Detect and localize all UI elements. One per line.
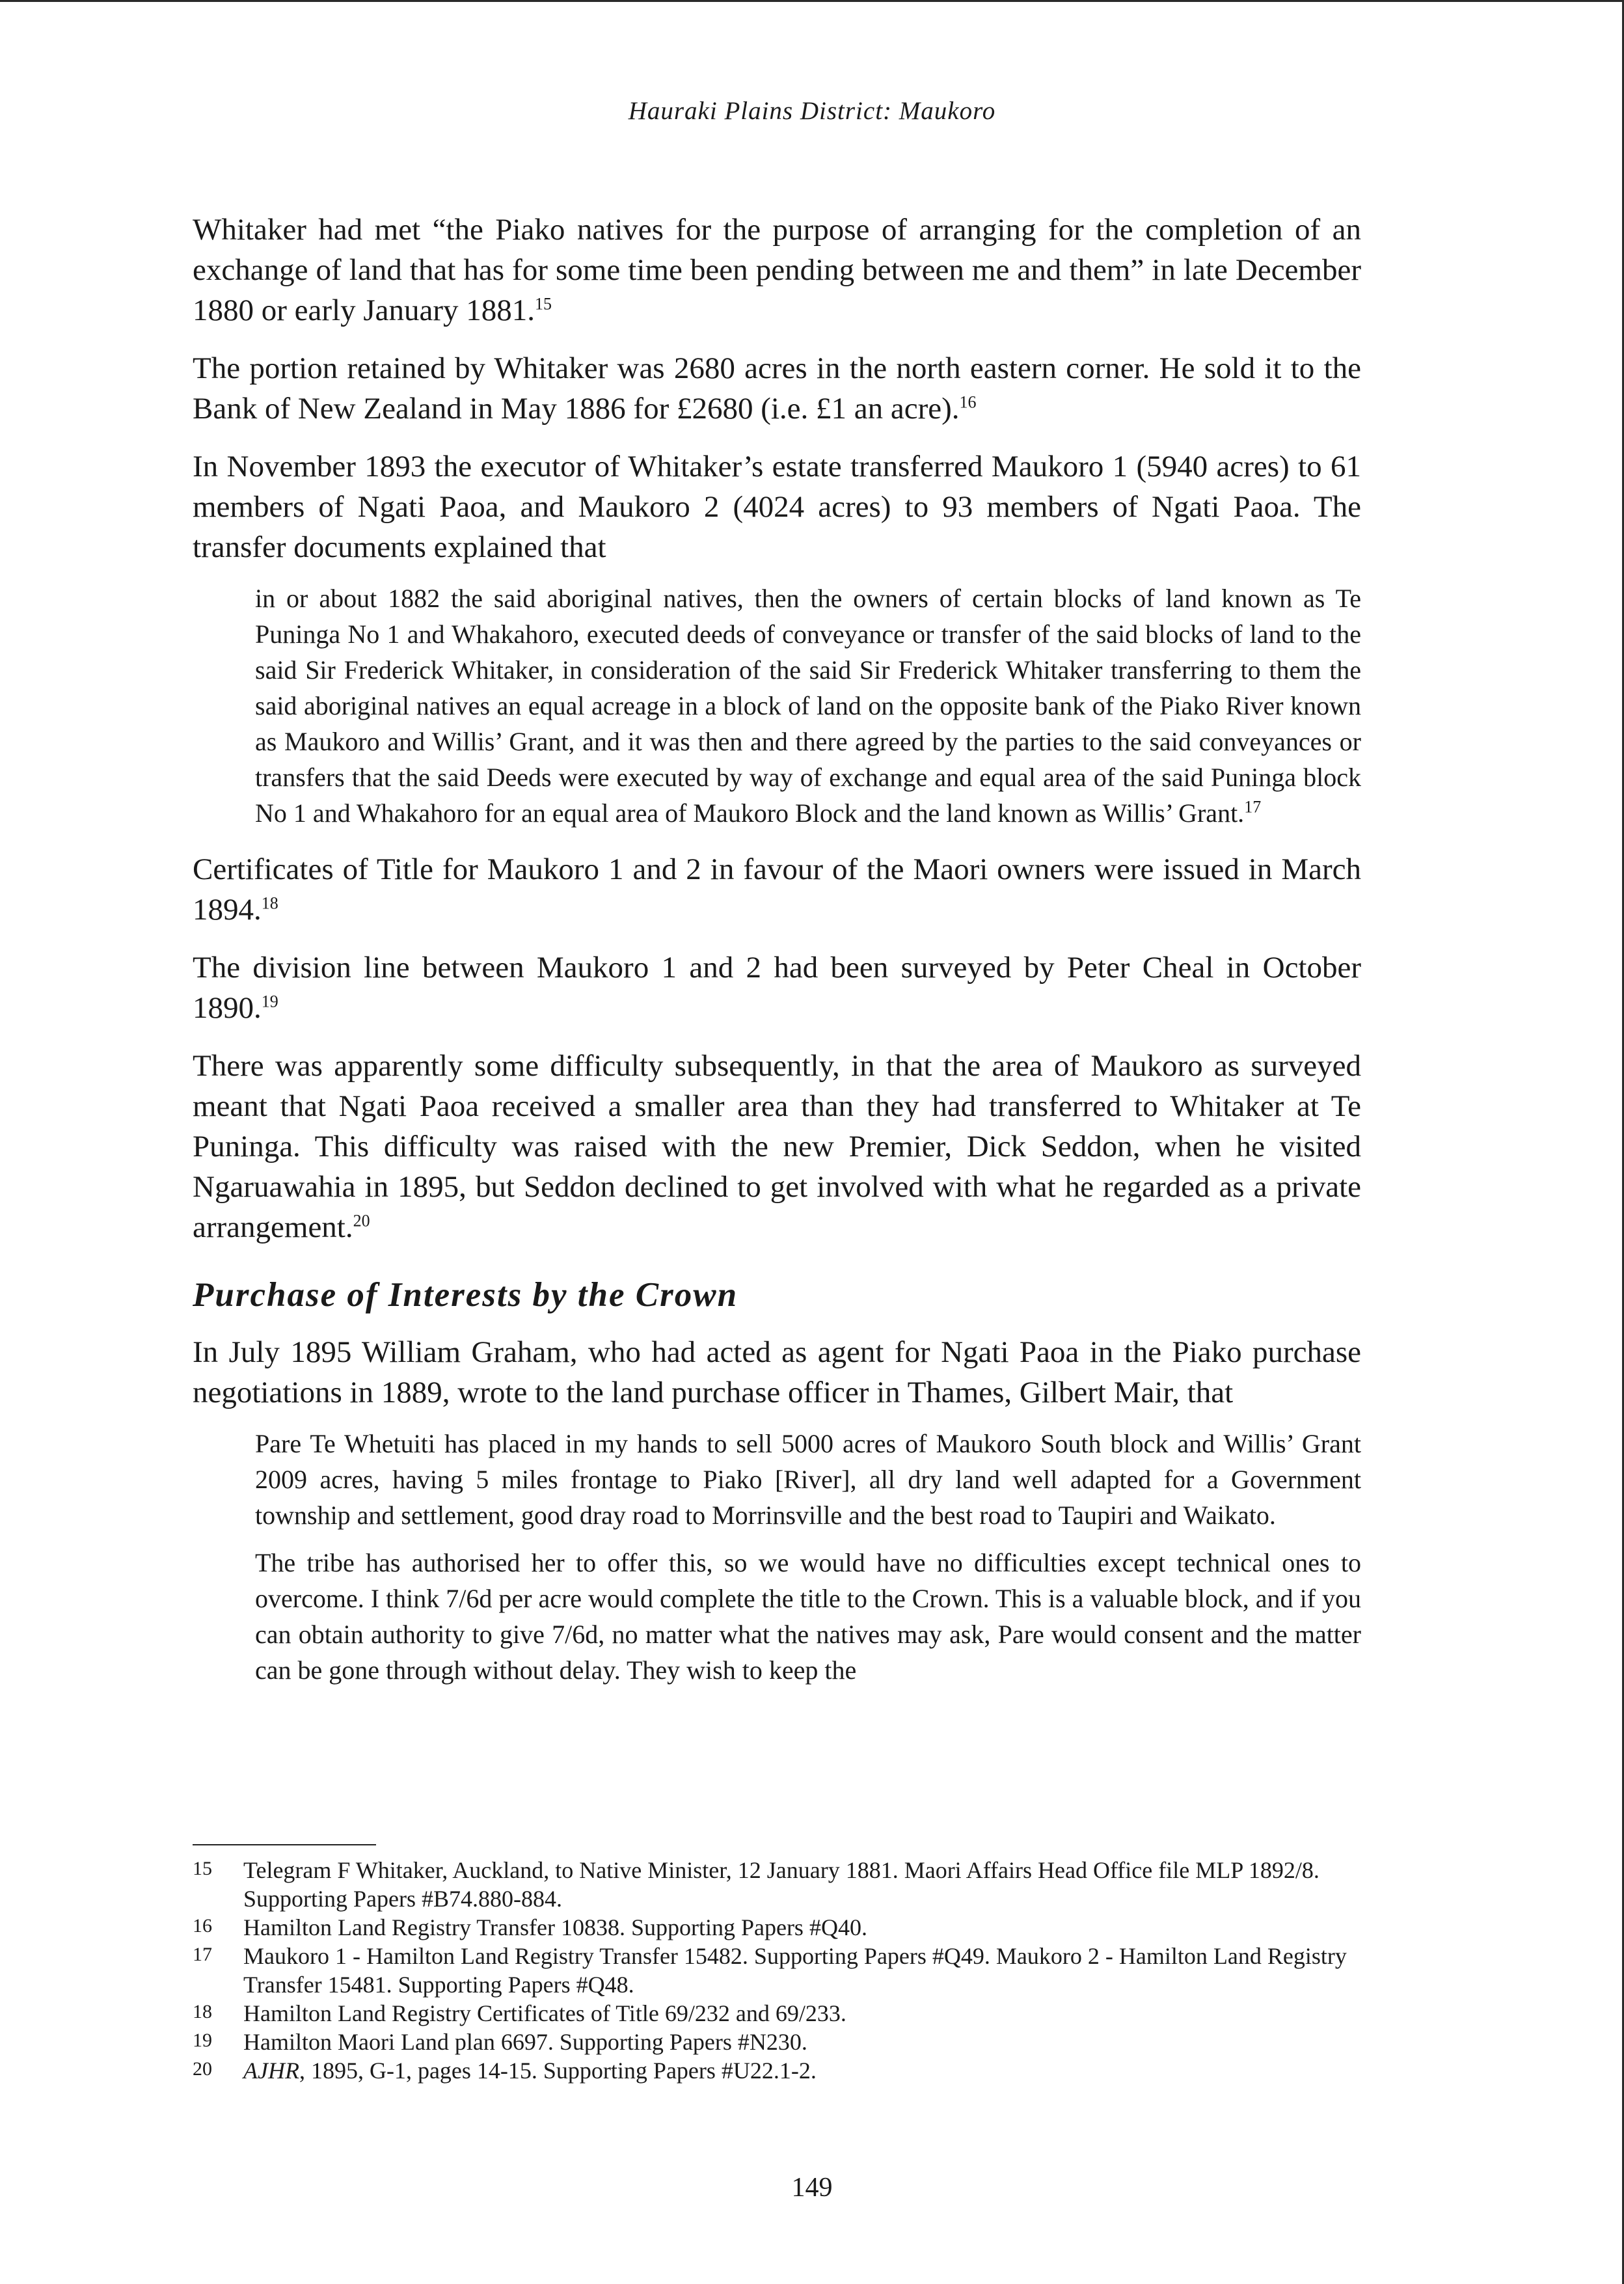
quote-text: Pare Te Whetuiti has placed in my hands to sell 5000 acres of Maukoro South block and Willis’ Grant 2009 acres, having 5 miles frontage to Piako [River], all dry land well adapted for a Government township and settlement, good dray road to Morrinsville and the best road to Taupiri and Waikato. [255, 1429, 1361, 1530]
footnote-item [193, 1999, 1361, 2028]
paragraph-text: Certificates of Title for Maukoro 1 and 2 in favour of the Maori owners were issued in March 1894. [193, 852, 1361, 927]
footnote-item [193, 1913, 1361, 1942]
footnote-number: 18 [193, 2001, 212, 2022]
footnote-text [243, 2056, 1361, 2085]
footnote-ref[interactable]: 16 [959, 392, 977, 412]
footnote-number: 17 [193, 1944, 212, 1965]
paragraph-graham-letter [193, 1332, 1361, 1413]
footnote-number: 16 [193, 1915, 212, 1937]
footnote-divider [193, 1844, 376, 1845]
paragraph-certificates [193, 849, 1361, 930]
block-quote-pare-offer [255, 1426, 1361, 1533]
footnote-text: Maukoro 1 - Hamilton Land Registry Transfer 15482. Supporting Papers #Q49. Maukoro 2 - Hamilton Land Registry Transfer 15481. Supporting Papers #Q48. [243, 1943, 1347, 1998]
paragraph-text: The portion retained by Whitaker was 2680 acres in the north eastern corner. He sold it to the Bank of New Zealand in May 1886 for £2680 (i.e. £1 an acre). [193, 351, 1361, 426]
page-number: 149 [791, 2173, 833, 2203]
block-quote-transfer-documents [255, 580, 1361, 831]
scan-border-top [0, 0, 1624, 2]
footnote-ref[interactable]: 15 [535, 294, 552, 314]
paragraph-whitaker-exchange [193, 210, 1361, 331]
footnote-ref[interactable]: 20 [353, 1211, 370, 1230]
journal-title: AJHR [243, 2058, 299, 2084]
paragraph-text: Whitaker had met “the Piako natives for the purpose of arranging for the completion of an exchange of land that has for some time been pending between me and them” in late December 1880 or early January 1881. [193, 213, 1361, 327]
footnote-number: 15 [193, 1858, 212, 1879]
footnote-number: 20 [193, 2058, 212, 2080]
footnote-item [193, 2028, 1361, 2056]
footnote-ref[interactable]: 19 [261, 992, 278, 1011]
footnote-item [193, 2056, 1361, 2085]
footnote-text: Hamilton Land Registry Transfer 10838. Supporting Papers #Q40. [243, 1914, 867, 1940]
block-quote-tribe-authorised [255, 1545, 1361, 1688]
footnote-text: Telegram F Whitaker, Auckland, to Native Minister, 12 January 1881. Maori Affairs Head Office file MLP 1892/8. Supporting Papers #B74.880-884. [243, 1857, 1320, 1912]
paragraph-text: In July 1895 William Graham, who had acted as agent for Ngati Paoa in the Piako purchase negotiations in 1889, wrote to the land purchase officer in Thames, Gilbert Mair, that [193, 1335, 1361, 1409]
quote-text: in or about 1882 the said aboriginal natives, then the owners of certain blocks of land known as Te Puninga No 1 and Whakahoro, executed deeds of conveyance or transfer of the said blocks of land to the said Sir Frederick Whitaker, in consideration of the said Sir Frederick Whitaker transferring to them the said aboriginal natives an equal acreage in a block of land on the opposite bank of the Piako River known as Maukoro and Willis’ Grant, and it was then and there agreed by the parties to the said conveyances or transfers that the said Deeds were executed by way of exchange and equal area of the said Puninga block No 1 and Whakahoro for an equal area of Maukoro Block and the land known as Willis’ Grant. [255, 584, 1361, 828]
paragraph-text: The division line between Maukoro 1 and 2 had been surveyed by Peter Cheal in October 1890. [193, 951, 1361, 1025]
paragraph-text: There was apparently some difficulty subsequently, in that the area of Maukoro as surveyed meant that Ngati Paoa received a smaller area than they had transferred to Whitaker at Te Puninga. This difficulty was raised with the new Premier, Dick Seddon, when he visited Ngaruawahia in 1895, but Seddon declined to get involved with what he regarded as a private arrangement. [193, 1049, 1361, 1244]
footnote-number: 19 [193, 2030, 212, 2051]
quote-text: The tribe has authorised her to offer this, so we would have no difficulties except technical ones to overcome. I think 7/6d per acre would complete the title to the Crown. This is a valuable block, and if you can obtain authority to give 7/6d, no matter what the natives may ask, Pare would consent and the matter can be gone through without delay. They wish to keep the [255, 1548, 1361, 1685]
body-text [193, 210, 1361, 1706]
paragraph-division-line [193, 947, 1361, 1028]
footnote-ref[interactable]: 17 [1244, 797, 1262, 817]
footnote-text: Hamilton Maori Land plan 6697. Supporting Papers #N230. [243, 2029, 807, 2055]
section-heading: Purchase of Interests by the Crown [193, 1276, 738, 1314]
footnote-item [193, 1942, 1361, 1999]
paragraph-text: In November 1893 the executor of Whitaker’s estate transferred Maukoro 1 (5940 acres) to 61 members of Ngati Paoa, and Maukoro 2 (4024 acres) to 93 members of Ngati Paoa. The transfer documents explained that [193, 450, 1361, 564]
footnote-text: Hamilton Land Registry Certificates of Title 69/232 and 69/233. [243, 2000, 846, 2026]
paragraph-portion-retained [193, 348, 1361, 429]
footnote-ref[interactable]: 18 [261, 893, 278, 913]
footnote-citation: , 1895, G-1, pages 14-15. Supporting Papers #U22.1-2. [299, 2058, 817, 2084]
footnote-item [193, 1856, 1361, 1913]
footnotes [193, 1856, 1361, 2085]
paragraph-difficulty [193, 1046, 1361, 1247]
paragraph-executor-transfer [193, 446, 1361, 567]
running-head: Hauraki Plains District: Maukoro [628, 97, 996, 125]
